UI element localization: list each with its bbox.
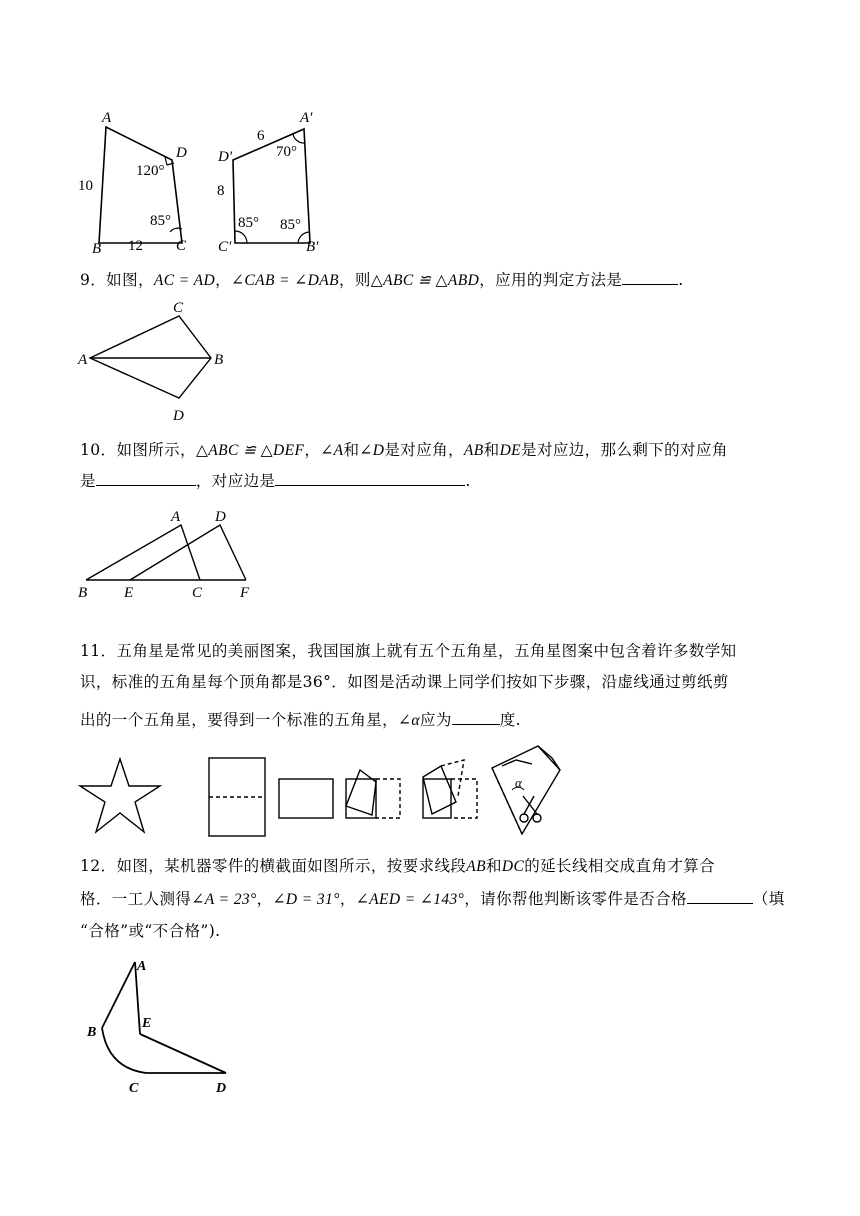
- label-C: C: [192, 585, 203, 601]
- label-D: D: [173, 408, 184, 424]
- angle-d-label: 120°: [136, 163, 165, 179]
- triangles-figure: [74, 505, 264, 605]
- angle-c-prime-label: 85°: [238, 215, 259, 231]
- question-12-line-2: 格．一工人测得∠A = 23°，∠D = 31°，∠AED = ∠143°，请你帮他判断该零件是否合格 （填: [80, 884, 780, 915]
- star-shape: [80, 759, 160, 832]
- question-12: 12．如图，某机器零件的横截面如图所示，按要求线段AB和DC的延长线相交成直角才算合: [80, 857, 716, 875]
- side-dc-label: 8: [217, 183, 225, 199]
- side-ab-label: 10: [78, 178, 93, 194]
- answer-blank-11[interactable]: [452, 706, 500, 725]
- label-F: F: [240, 585, 250, 601]
- answer-blank-10a[interactable]: [96, 467, 196, 486]
- machine-part-figure: [80, 950, 250, 1100]
- label-B: B: [214, 352, 224, 368]
- question-10-line-2: 是 ，对应边是 .: [80, 466, 780, 496]
- label-A: A: [102, 110, 112, 126]
- side-bc-label: 12: [128, 238, 143, 254]
- label-E: E: [142, 1016, 152, 1031]
- label-C-prime: C′: [218, 239, 232, 255]
- angle-b-prime-label: 85°: [280, 217, 301, 233]
- label-A: A: [137, 959, 147, 974]
- side-ad-label: 6: [257, 128, 265, 144]
- label-E: E: [124, 585, 134, 601]
- question-9: 9．如图，AC = AD，∠CAB = ∠DAB，则△ABC ≌ △ABD，应用的判定方法是 .: [80, 265, 780, 296]
- label-C: C: [176, 238, 187, 254]
- angle-a-label: 70°: [276, 144, 297, 160]
- quadrilaterals-figure: [70, 105, 340, 257]
- question-11-line-2: 识，标准的五角星每个顶角都是36°．如图是活动课上同学们按如下步骤，沿虚线通过剪纸剪: [80, 673, 729, 691]
- answer-blank-12[interactable]: [687, 885, 753, 904]
- question-10: 10．如图所示，△ABC ≌ △DEF，∠A和∠D是对应角，AB和DE是对应边，那么剩下的对应角: [80, 441, 728, 459]
- star-cutting-figure: [72, 740, 572, 840]
- label-A: A: [78, 352, 88, 368]
- question-11-line-3: 出的一个五角星，要得到一个标准的五角星，∠α应为 度.: [80, 705, 780, 736]
- label-D: D: [216, 1081, 227, 1096]
- answer-blank-10b[interactable]: [275, 467, 465, 486]
- label-B: B: [87, 1025, 97, 1040]
- question-11: 11．五角星是常见的美丽图案，我国国旗上就有五个五角星，五角星图案中包含着许多数学知: [80, 642, 737, 660]
- answer-blank-9[interactable]: [622, 266, 678, 285]
- label-B: B: [78, 585, 88, 601]
- label-D-prime: D′: [218, 149, 233, 165]
- label-A-prime: A′: [300, 110, 313, 126]
- label-D: D: [215, 509, 226, 525]
- label-B-prime: B′: [306, 239, 319, 255]
- angle-c-label: 85°: [150, 213, 171, 229]
- label-C: C: [129, 1081, 139, 1096]
- label-C: C: [173, 300, 184, 316]
- label-A: A: [171, 509, 181, 525]
- alpha-label: α: [515, 775, 522, 790]
- scissors-icon: [520, 814, 528, 822]
- label-B: B: [92, 241, 102, 257]
- label-D: D: [176, 145, 187, 161]
- question-12-line-3: “合格”或“不合格”).: [80, 922, 221, 940]
- kite-figure: [74, 296, 234, 428]
